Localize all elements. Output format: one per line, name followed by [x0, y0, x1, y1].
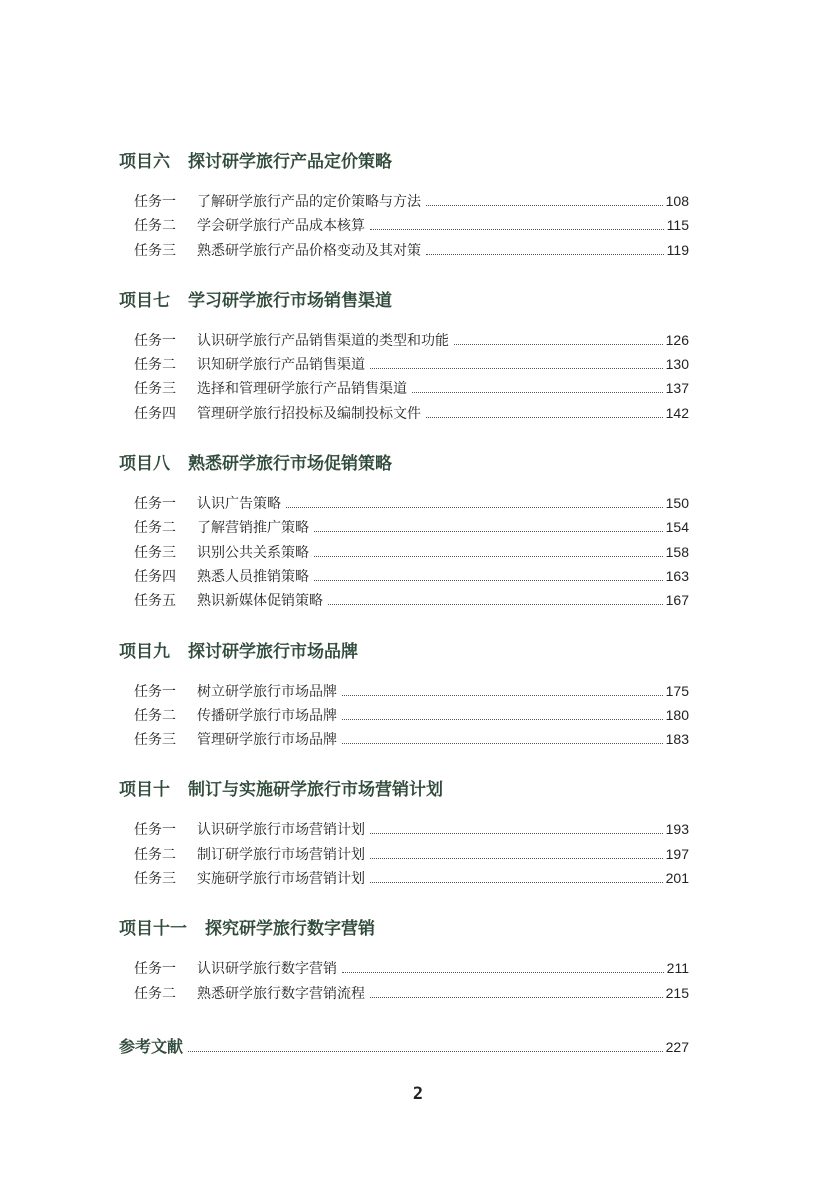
task-page: 130: [665, 356, 689, 373]
task-title: 管理研学旅行招投标及编制投标文件: [197, 405, 421, 422]
task-page: 142: [665, 404, 689, 421]
section-title: 熟悉研学旅行市场促销策略: [188, 454, 392, 475]
section-title: 探究研学旅行数字营销: [205, 919, 375, 940]
task-title: 识知研学旅行产品销售渠道: [197, 357, 365, 374]
task-label: 任务一: [134, 683, 176, 700]
toc-entry[interactable]: [119, 376, 689, 400]
section-number: 项目八: [119, 454, 170, 475]
toc-entry[interactable]: [119, 564, 689, 588]
task-page: 180: [665, 706, 689, 723]
toc-entry[interactable]: [119, 956, 689, 980]
dot-leader: [370, 368, 663, 369]
page-number: 2: [412, 1084, 424, 1104]
task-page: 193: [665, 821, 689, 838]
dot-leader: [342, 972, 664, 973]
task-page: 108: [665, 193, 689, 209]
toc-entry[interactable]: [119, 588, 689, 612]
toc-section: [119, 640, 689, 752]
task-page: 183: [665, 731, 689, 748]
task-page: 126: [665, 331, 689, 348]
toc-section: [119, 289, 689, 425]
task-page: 175: [665, 682, 689, 699]
task-label: 任务二: [134, 218, 176, 235]
toc-entry[interactable]: [119, 491, 689, 515]
toc-entry[interactable]: [119, 238, 689, 262]
task-label: 任务二: [134, 846, 176, 863]
task-title: 传播研学旅行市场品牌: [197, 707, 337, 724]
task-page: 115: [666, 217, 689, 234]
section-heading[interactable]: [119, 289, 689, 313]
task-label: 任务一: [134, 194, 176, 210]
task-label: 任务二: [134, 707, 176, 724]
dot-leader: [342, 743, 663, 744]
section-heading[interactable]: [119, 778, 689, 802]
task-label: 任务四: [134, 568, 176, 585]
section-heading[interactable]: [119, 452, 689, 476]
task-page: 211: [666, 960, 689, 977]
toc-entry[interactable]: [119, 540, 689, 564]
task-title: 了解营销推广策略: [197, 520, 309, 537]
section-heading[interactable]: [119, 640, 689, 664]
dot-leader: [370, 229, 664, 230]
toc-entry[interactable]: [119, 703, 689, 727]
task-title: 识别公共关系策略: [197, 544, 309, 561]
task-title: 选择和管理研学旅行产品销售渠道: [197, 381, 407, 398]
task-page: 154: [665, 519, 689, 536]
task-label: 任务三: [134, 381, 176, 398]
section-number: 项目十: [119, 780, 170, 801]
toc-entry[interactable]: [119, 981, 689, 1005]
task-page: 158: [665, 543, 689, 560]
dot-leader: [328, 604, 663, 605]
dot-leader: [314, 580, 663, 581]
toc-entry[interactable]: [119, 866, 689, 890]
section-number: 项目九: [119, 641, 170, 662]
task-title: 熟识新媒体促销策略: [197, 593, 323, 610]
task-label: 任务二: [134, 520, 176, 537]
section-title: 探讨研学旅行市场品牌: [188, 641, 358, 662]
task-title: 实施研学旅行市场营销计划: [197, 871, 365, 888]
table-of-contents: [119, 150, 689, 1032]
task-page: 150: [665, 495, 689, 512]
section-title: 制订与实施研学旅行市场营销计划: [188, 780, 443, 801]
dot-leader: [412, 392, 663, 393]
task-title: 管理研学旅行市场品牌: [197, 732, 337, 749]
toc-section: [119, 917, 689, 1005]
dot-leader: [454, 344, 663, 345]
task-label: 任务三: [134, 871, 176, 888]
task-label: 任务三: [134, 242, 176, 259]
toc-entry[interactable]: [119, 401, 689, 425]
task-title: 了解研学旅行产品的定价策略与方法: [197, 194, 421, 210]
task-title: 熟悉研学旅行数字营销流程: [197, 985, 365, 1002]
references-page: 227: [665, 1039, 689, 1055]
dot-leader: [286, 507, 663, 508]
task-label: 任务五: [134, 593, 176, 610]
task-title: 认识研学旅行产品销售渠道的类型和功能: [197, 332, 449, 349]
dot-leader: [370, 997, 663, 998]
task-label: 任务一: [134, 332, 176, 349]
task-title: 制订研学旅行市场营销计划: [197, 846, 365, 863]
dot-leader: [370, 833, 663, 834]
task-title: 认识研学旅行市场营销计划: [197, 822, 365, 839]
toc-entry[interactable]: [119, 842, 689, 866]
task-title: 认识广告策略: [197, 496, 281, 513]
task-title: 熟悉人员推销策略: [197, 568, 309, 585]
section-heading[interactable]: [119, 917, 689, 941]
dot-leader: [426, 254, 664, 255]
references-entry[interactable]: [119, 1035, 689, 1059]
task-title: 熟悉研学旅行产品价格变动及其对策: [197, 242, 421, 259]
task-label: 任务四: [134, 405, 176, 422]
section-number: 项目六: [119, 152, 170, 172]
task-page: 163: [665, 567, 689, 584]
toc-entry[interactable]: [119, 189, 689, 213]
toc-entry[interactable]: [119, 352, 689, 376]
task-page: 137: [665, 380, 689, 397]
task-label: 任务一: [134, 496, 176, 513]
section-title: 学习研学旅行市场销售渠道: [188, 290, 392, 311]
task-label: 任务一: [134, 822, 176, 839]
task-label: 任务二: [134, 985, 176, 1002]
task-page: 167: [665, 592, 689, 609]
dot-leader: [426, 205, 663, 206]
task-label: 任务三: [134, 732, 176, 749]
task-label: 任务二: [134, 357, 176, 374]
task-title: 学会研学旅行产品成本核算: [197, 218, 365, 235]
dot-leader: [370, 858, 663, 859]
task-page: 119: [666, 241, 689, 258]
dot-leader: [188, 1051, 663, 1052]
task-label: 任务一: [134, 961, 176, 978]
dot-leader: [342, 695, 663, 696]
references-title: 参考文献: [119, 1037, 184, 1056]
toc-entry[interactable]: [119, 817, 689, 841]
task-page: 215: [665, 984, 689, 1001]
toc-entry[interactable]: [119, 213, 689, 237]
dot-leader: [342, 719, 663, 720]
toc-entry[interactable]: [119, 328, 689, 352]
dot-leader: [426, 417, 663, 418]
toc-entry[interactable]: [119, 727, 689, 751]
task-page: 197: [665, 845, 689, 862]
toc-entry[interactable]: [119, 679, 689, 703]
task-label: 任务三: [134, 544, 176, 561]
toc-section: [119, 778, 689, 890]
section-number: 项目十一: [119, 919, 187, 940]
toc-entry[interactable]: [119, 515, 689, 539]
section-number: 项目七: [119, 290, 170, 311]
section-title: 探讨研学旅行产品定价策略: [188, 152, 392, 172]
dot-leader: [370, 882, 663, 883]
dot-leader: [314, 556, 663, 557]
dot-leader: [314, 531, 663, 532]
toc-section: [119, 452, 689, 612]
task-title: 认识研学旅行数字营销: [197, 961, 337, 978]
task-title: 树立研学旅行市场品牌: [197, 683, 337, 700]
toc-section: [119, 150, 689, 262]
task-page: 201: [665, 870, 689, 887]
section-heading[interactable]: [119, 150, 689, 174]
